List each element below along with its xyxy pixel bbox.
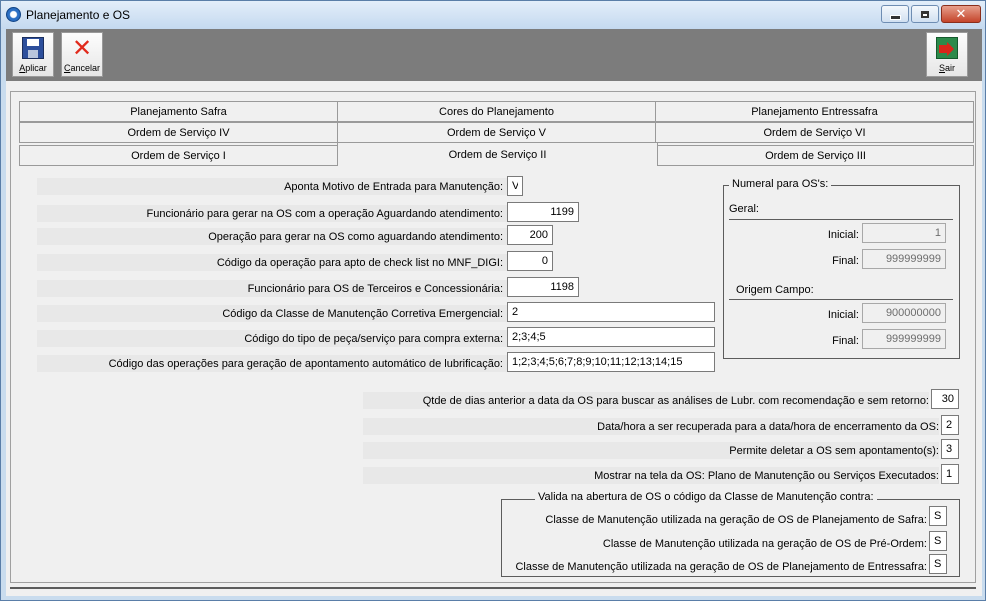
geral-inicial-label: Inicial:: [827, 229, 859, 241]
maximize-button[interactable]: [911, 5, 939, 23]
origem-campo-label: Origem Campo:: [736, 284, 814, 296]
apply-button[interactable]: [12, 32, 54, 77]
app-logo-icon: [6, 7, 21, 22]
entressafra-label: Classe de Manutenção utilizada na geração de OS de Planejamento de Entressafra:: [515, 561, 927, 573]
oper-lubrificacao-label: Código das operações para geração de apontamento automático de lubrificação:: [108, 358, 503, 370]
entressafra-input[interactable]: [929, 554, 947, 574]
apply-button-label: Aplicar: [19, 63, 47, 73]
campo-inicial-label: Inicial:: [827, 309, 859, 321]
func-terceiros-label: Funcionário para OS de Terceiros e Concessionária:: [247, 283, 503, 295]
func-terceiros-input[interactable]: [507, 277, 579, 297]
maximize-icon: [921, 11, 929, 18]
geral-inicial-input[interactable]: [862, 223, 946, 243]
tab-panel: [10, 91, 976, 583]
client-area: [6, 29, 982, 596]
geral-final-input[interactable]: [862, 249, 946, 269]
tab-ordem-servico-i[interactable]: Ordem de Serviço I: [19, 145, 338, 166]
func-aguardando-label: Funcionário para gerar na OS com a operação Aguardando atendimento:: [146, 208, 503, 220]
minimize-icon: [890, 15, 901, 20]
qtde-dias-label: Qtde de dias anterior a data da OS para buscar as análises de Lubr. com recomendação e sem retorno:: [422, 395, 929, 407]
safra-label: Classe de Manutenção utilizada na geração de OS de Planejamento de Safra:: [545, 514, 927, 526]
campo-final-label: Final:: [832, 335, 859, 347]
cod-checklist-input[interactable]: [507, 251, 553, 271]
oper-aguardando-input[interactable]: [507, 225, 553, 245]
campo-final-input[interactable]: [862, 329, 946, 349]
bottom-divider: [10, 587, 976, 589]
qtde-dias-input[interactable]: [931, 389, 959, 409]
preordem-input[interactable]: [929, 531, 947, 551]
close-button[interactable]: [941, 5, 981, 23]
func-aguardando-input[interactable]: [507, 202, 579, 222]
tab-ordem-servico-vi[interactable]: Ordem de Serviço VI: [655, 122, 974, 143]
tipo-peca-input[interactable]: [507, 327, 715, 347]
safra-input[interactable]: [929, 506, 947, 526]
motivo-label: Aponta Motivo de Entrada para Manutenção:: [284, 181, 503, 193]
exit-button-label: Sair: [938, 63, 956, 73]
tab-planejamento-safra[interactable]: Planejamento Safra: [19, 101, 338, 122]
cod-checklist-label: Código da operação para apto de check list no MNF_DIGI:: [216, 257, 503, 269]
deletar-label: Permite deletar a OS sem apontamento(s):: [729, 445, 939, 457]
toolbar: [6, 29, 982, 81]
valida-group-title: Valida na abertura de OS o código da Classe de Manutenção contra:: [535, 491, 877, 503]
classe-corretiva-input[interactable]: [507, 302, 715, 322]
tab-ordem-servico-v[interactable]: Ordem de Serviço V: [337, 122, 656, 143]
preordem-label: Classe de Manutenção utilizada na geração de OS de Pré-Ordem:: [602, 538, 927, 550]
data-hora-input[interactable]: [941, 415, 959, 435]
close-icon: ✕: [955, 6, 967, 22]
numeral-group-title: Numeral para OS's:: [729, 178, 831, 190]
window-title: Planejamento e OS: [26, 8, 131, 22]
deletar-input[interactable]: [941, 439, 959, 459]
campo-inicial-input[interactable]: [862, 303, 946, 323]
mostrar-label: Mostrar na tela da OS: Plano de Manutenção ou Serviços Executados:: [594, 470, 939, 482]
tab-planejamento-entressafra[interactable]: Planejamento Entressafra: [655, 101, 974, 122]
data-hora-label: Data/hora a ser recuperada para a data/hora de encerramento da OS:: [597, 421, 939, 433]
geral-separator: [729, 219, 953, 220]
mostrar-input[interactable]: [941, 464, 959, 484]
save-disk-icon: [22, 37, 44, 59]
oper-lubrificacao-input[interactable]: [507, 352, 715, 372]
motivo-input[interactable]: [507, 176, 523, 196]
cancel-button[interactable]: [61, 32, 103, 77]
geral-label: Geral:: [729, 203, 759, 215]
campo-separator: [729, 299, 953, 300]
tab-cores-planejamento[interactable]: Cores do Planejamento: [337, 101, 656, 122]
title-bar[interactable]: [1, 1, 985, 29]
classe-corretiva-label: Código da Classe de Manutenção Corretiva Emergencial:: [222, 308, 503, 320]
geral-final-label: Final:: [832, 255, 859, 267]
cancel-button-label: Cancelar: [63, 63, 101, 73]
tipo-peca-label: Código do tipo de peça/serviço para compra externa:: [244, 333, 503, 345]
exit-button[interactable]: [926, 32, 968, 77]
tab-ordem-servico-iv[interactable]: Ordem de Serviço IV: [19, 122, 338, 143]
tab-ordem-servico-ii[interactable]: Ordem de Serviço II: [337, 142, 658, 166]
cancel-x-icon: ✕: [71, 34, 93, 62]
exit-door-icon: [936, 37, 958, 59]
oper-aguardando-label: Operação para gerar na OS como aguardando atendimento:: [208, 231, 503, 243]
minimize-button[interactable]: [881, 5, 909, 23]
tab-ordem-servico-iii[interactable]: Ordem de Serviço III: [657, 145, 974, 166]
